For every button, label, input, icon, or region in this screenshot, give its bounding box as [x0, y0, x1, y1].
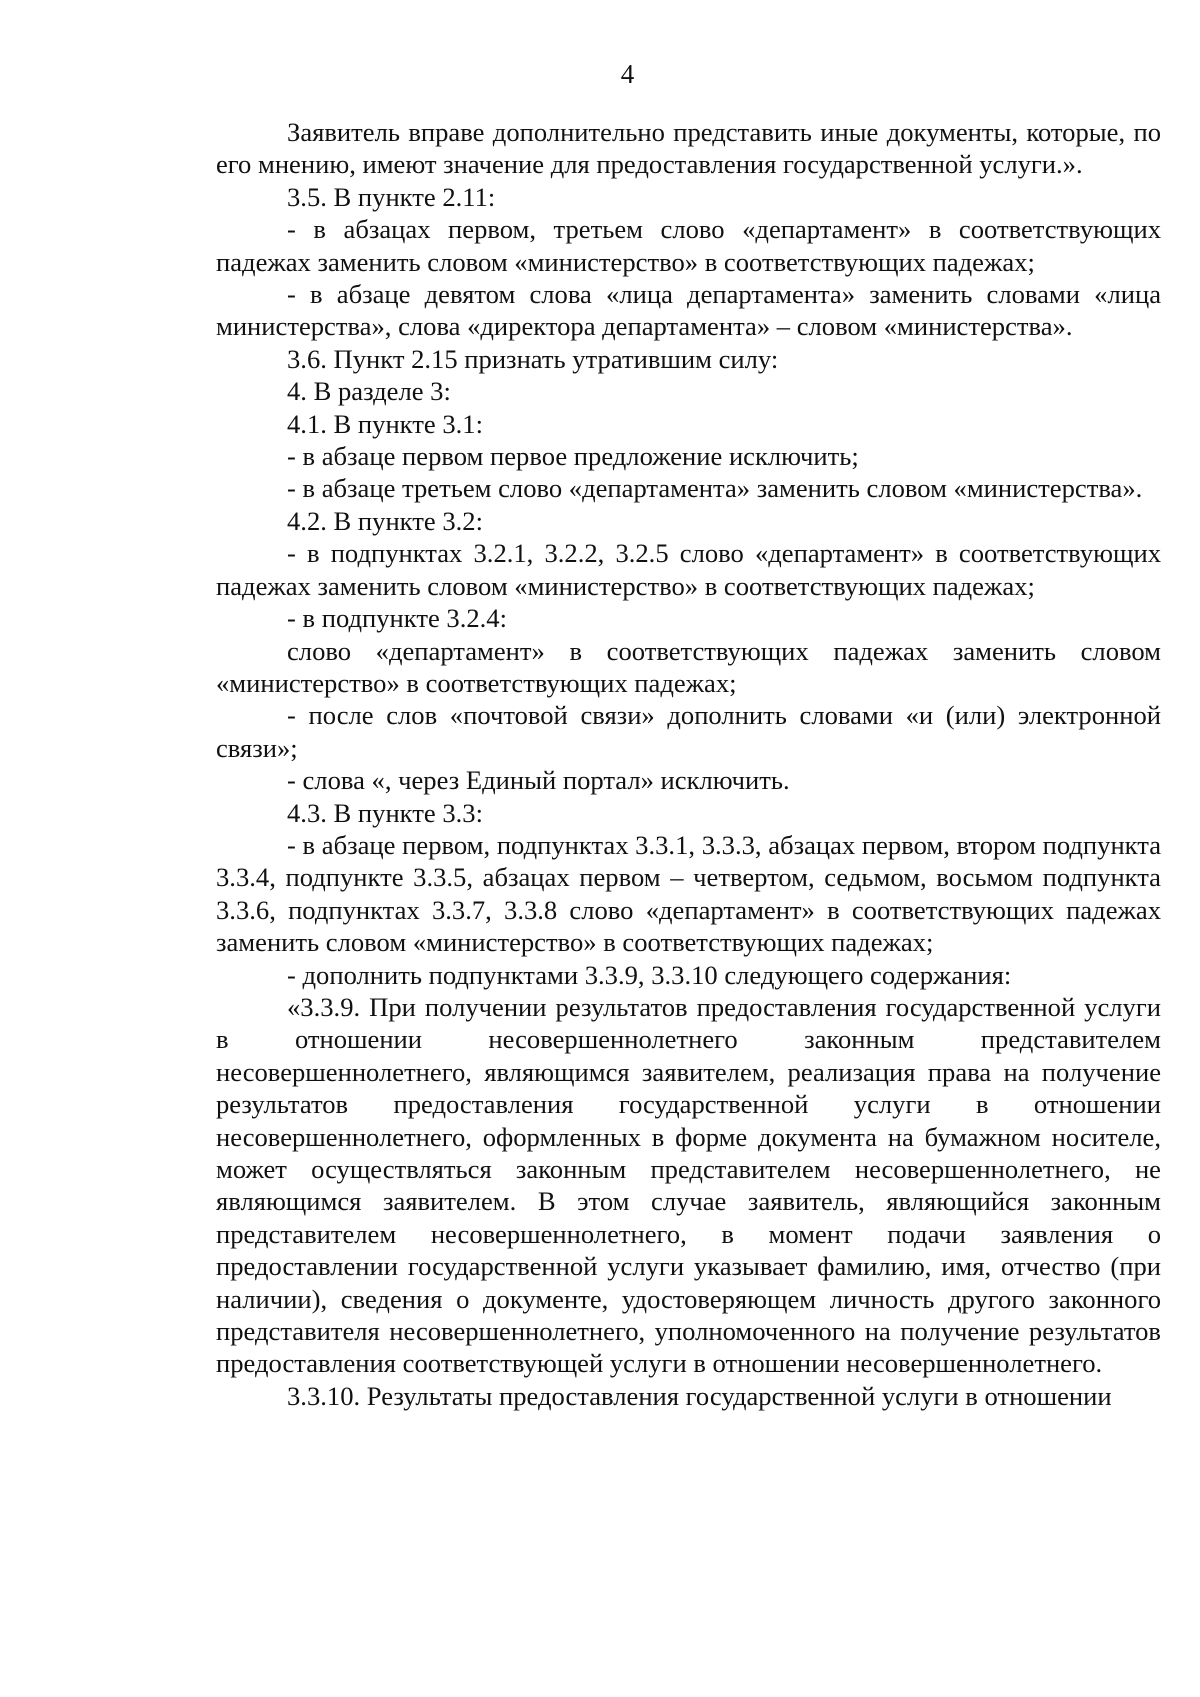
- paragraph: слово «департамент» в соответствующих падежах заменить словом «министерство» в соответствующих падежах;: [216, 635, 1161, 698]
- paragraph: - после слов «почтовой связи» дополнить словами «и (или) электронной связи»;: [216, 700, 1161, 763]
- paragraph: 3.6. Пункт 2.15 признать утратившим силу:: [287, 343, 779, 374]
- paragraph: - в абзацах первом, третьем слово «департамент» в соответствующих падежах заменить словом «министерство» в соответствующих падежах;: [216, 214, 1161, 277]
- paragraph: 3.3.10. Результаты предоставления государственной услуги в отношении: [287, 1380, 1112, 1411]
- paragraph: - слова «, через Единый портал» исключить.: [287, 765, 790, 796]
- paragraph: - в абзаце первом, подпунктах 3.3.1, 3.3.3, абзацах первом, втором подпункта 3.3.4, подпункте 3.3.5, абзацах первом – четвертом, седьмом, восьмом подпункта 3.3.6, подпунктах 3.3.7, 3.3.8 слово «департамент» в соответствующих падежах заменить словом «министерство» в соответствующих падежах;: [216, 829, 1161, 958]
- paragraph: 3.5. В пункте 2.11:: [287, 181, 496, 212]
- paragraph: Заявитель вправе дополнительно представить иные документы, которые, по его мнению, имеют значение для предоставления государственной услуги.».: [216, 117, 1161, 180]
- paragraph: 4.1. В пункте 3.1:: [287, 408, 483, 439]
- paragraph: - дополнить подпунктами 3.3.9, 3.3.10 следующего содержания:: [287, 959, 1012, 990]
- paragraph: - в абзаце третьем слово «департамента» заменить словом «министерства».: [287, 473, 1143, 504]
- paragraph: 4. В разделе 3:: [287, 376, 451, 407]
- paragraph: - в подпунктах 3.2.1, 3.2.2, 3.2.5 слово «департамент» в соответствующих падежах заменить словом «министерство» в соответствующих падежах;: [216, 538, 1161, 601]
- page-number: 4: [620, 59, 635, 89]
- document-body: [216, 116, 1161, 1412]
- paragraph: - в абзаце девятом слова «лица департамента» заменить словами «лица министерства», слова «директора департамента» – словом «министерства».: [216, 279, 1161, 342]
- paragraph: 4.2. В пункте 3.2:: [287, 505, 483, 536]
- paragraph: - в подпункте 3.2.4:: [287, 603, 507, 634]
- paragraph: - в абзаце первом первое предложение исключить;: [287, 441, 859, 472]
- paragraph: 4.3. В пункте 3.3:: [287, 797, 483, 828]
- paragraph: «3.3.9. При получении результатов предоставления государственной услуги в отношении несовершеннолетнего законным представителем несовершеннолетнего, являющимся заявителем, реализация права на получение результатов предоставления государственной услуги в отношении несовершеннолетнего, оформленных в форме документа на бумажном носителе, может осуществляться законным представителем несовершеннолетнего, не являющимся заявителем. В этом случае заявитель, являющийся законным представителем несовершеннолетнего, в момент подачи заявления о предоставлении государственной услуги указывает фамилию, имя, отчество (при наличии), сведения о документе, удостоверяющем личность другого законного представителя несовершеннолетнего, уполномоченного на получение результатов предоставления соответствующей услуги в отношении несовершеннолетнего.: [216, 991, 1161, 1379]
